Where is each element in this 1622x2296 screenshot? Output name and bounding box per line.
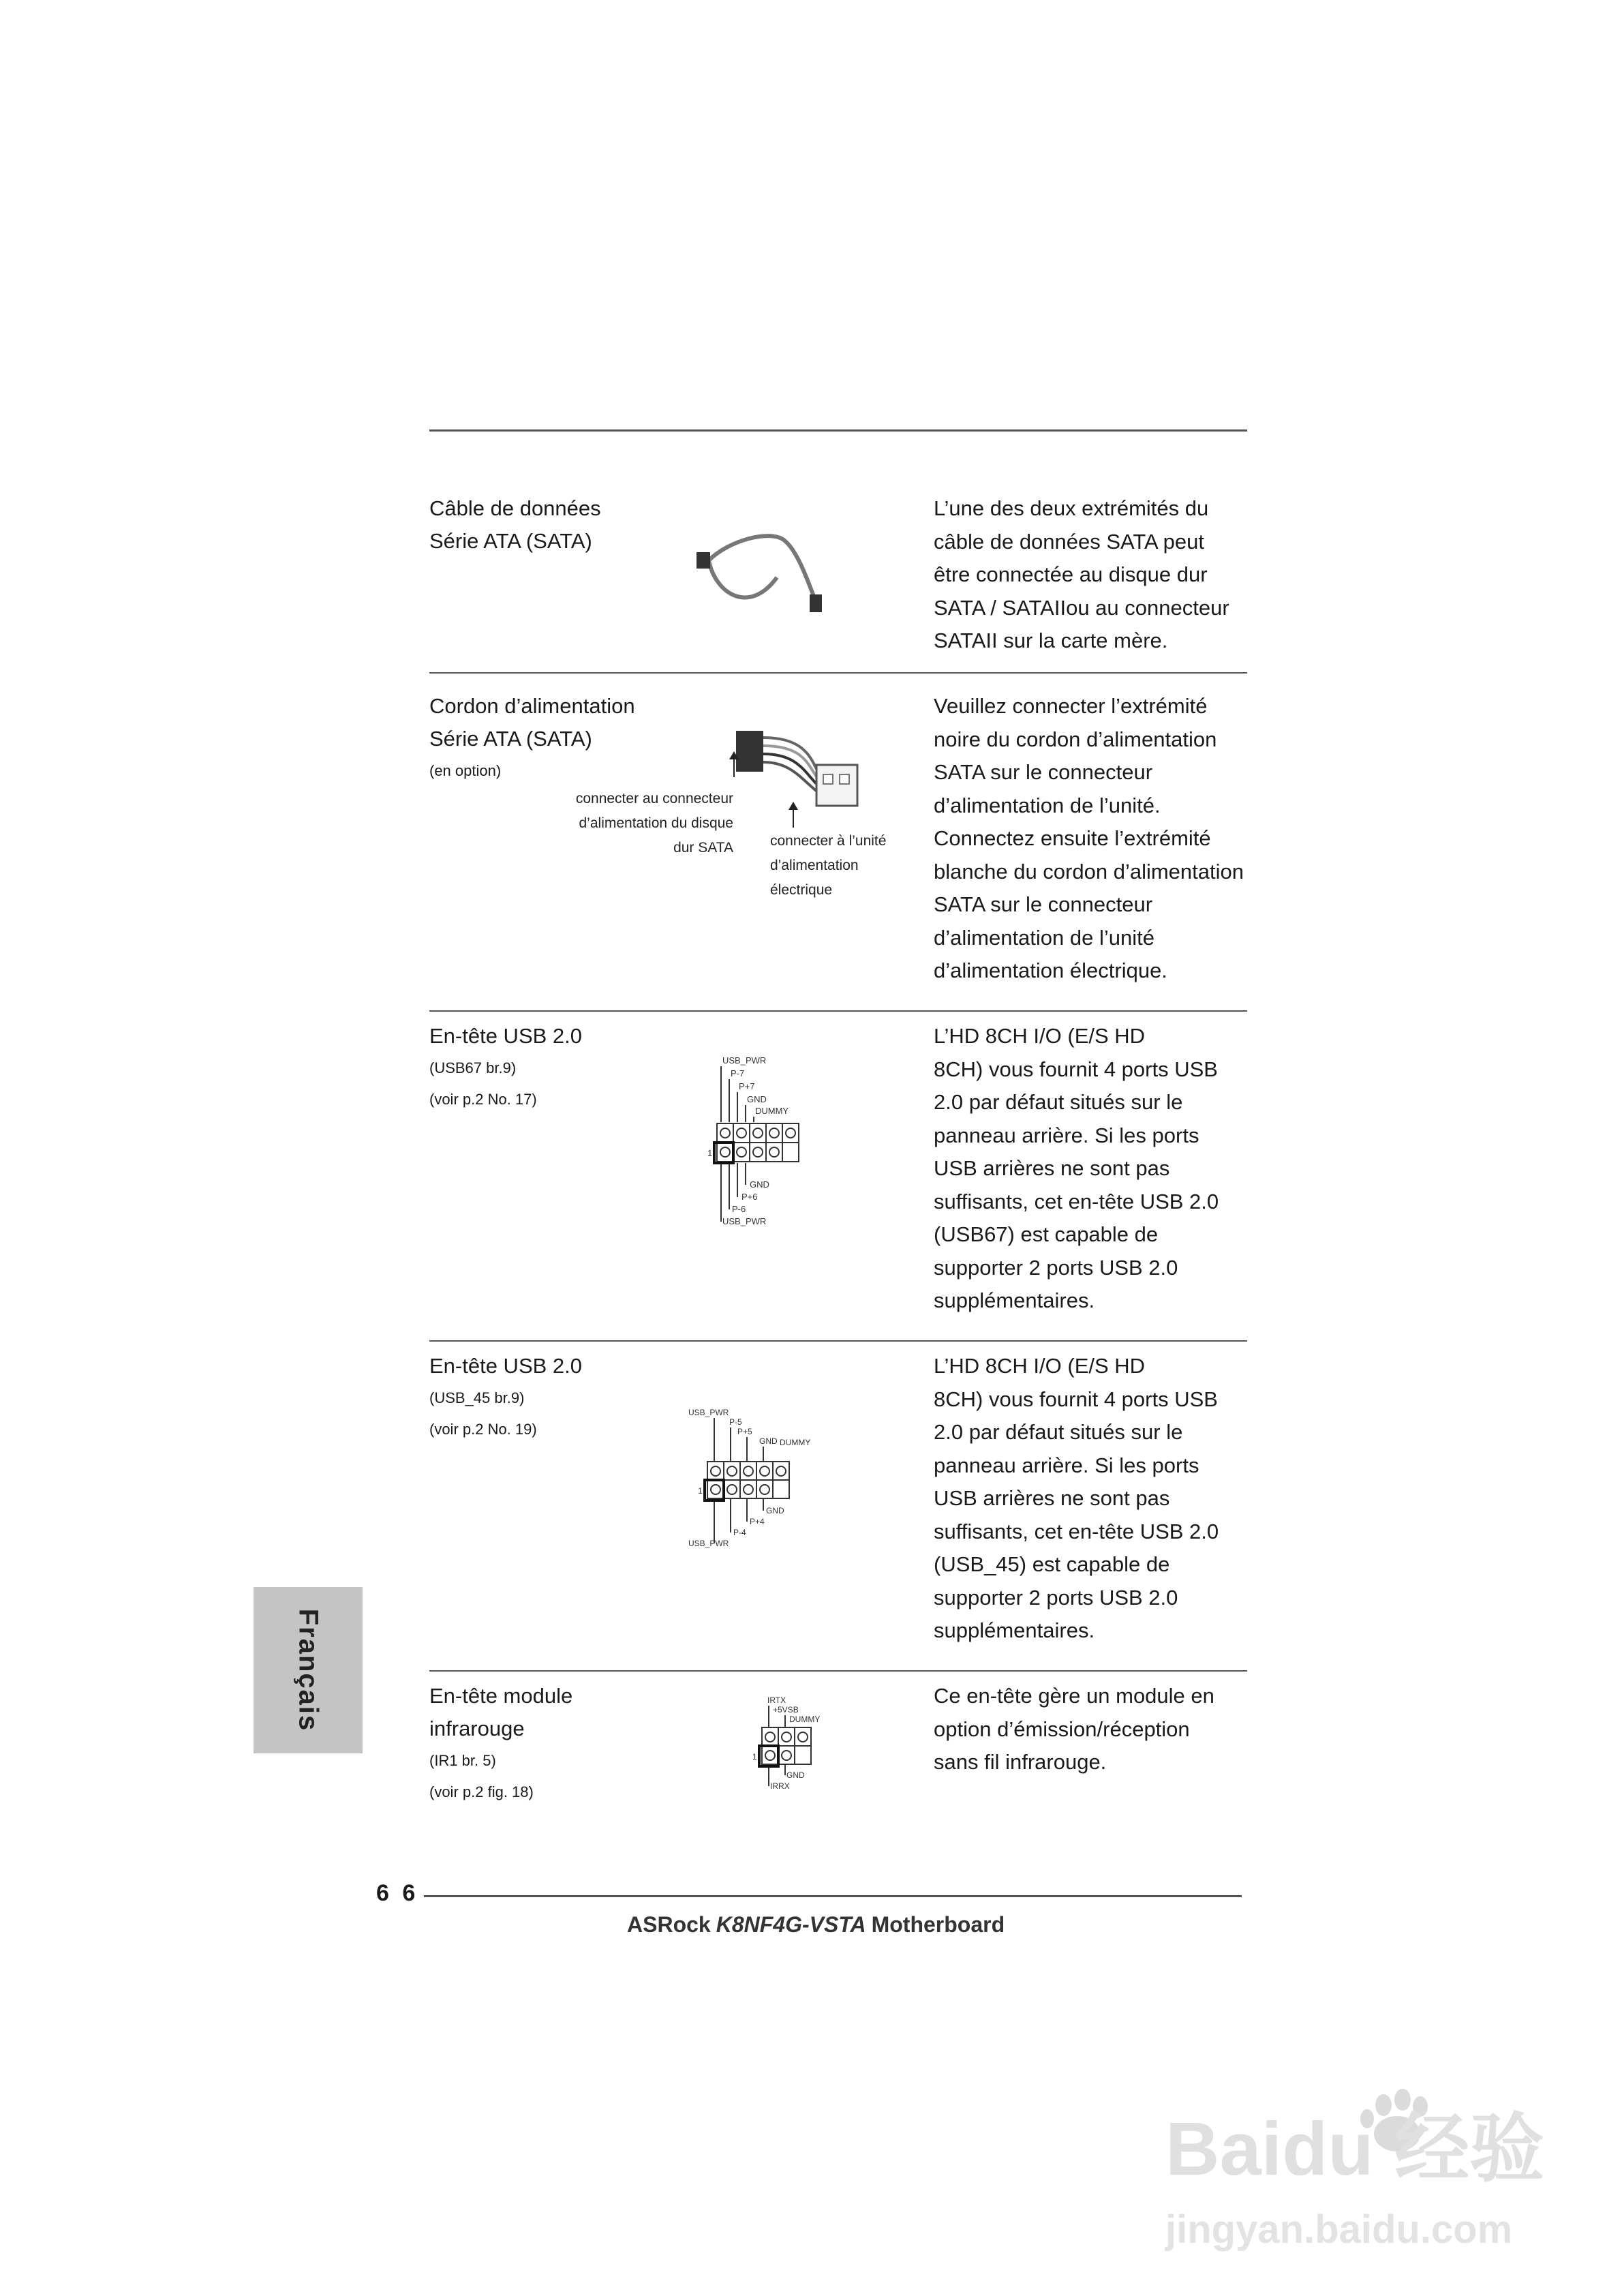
- pin-label: USB_PWR: [688, 1539, 729, 1548]
- pin-label: IRTX: [767, 1695, 786, 1705]
- pin-one-label: 1: [707, 1148, 713, 1158]
- section-divider: [429, 1010, 1247, 1012]
- section-usb45-header: [429, 1350, 1247, 1663]
- section-usb67-header: [429, 1020, 1247, 1333]
- section-description: Ce en-tête gère un module en option d’émission/réception sans fil infrarouge.: [934, 1684, 1214, 1774]
- arrow-up-icon: [786, 802, 800, 829]
- pin-label: USB_PWR: [688, 1408, 729, 1417]
- section-description: L’HD 8CH I/O (E/S HD 8CH) vous fournit 4 ports USB 2.0 par défaut situés sur le panneau arrière. Si les ports USB arrières ne sont pas suffisants, cet en-tête USB 2.0 (USB_45) est capable de supporter 2 ports USB 2.0 supplémentaires.: [934, 1354, 1219, 1642]
- pin-label: IRRX: [770, 1781, 790, 1791]
- pin-label: DUMMY: [789, 1715, 821, 1724]
- pin-label: P-5: [729, 1417, 742, 1427]
- section-divider: [429, 1340, 1247, 1342]
- sata-power-cable-image: [716, 717, 893, 819]
- section-label: En-tête USB 2.0 (USB_45 br.9) (voir p.2 No. 19): [429, 1354, 583, 1438]
- baidu-watermark: [1152, 2072, 1561, 2277]
- pin-label: +5VSB: [773, 1705, 799, 1715]
- pin-label: GND: [759, 1436, 778, 1446]
- page-number: 6 6: [376, 1880, 419, 1906]
- section-sata-data-cable: [429, 492, 1247, 663]
- section-label: Câble de données Série ATA (SATA): [429, 496, 601, 553]
- pin-label: P-6: [732, 1204, 746, 1214]
- section-description: Veuillez connecter l’extrémité noire du cordon d’alimentation SATA sur le connecteur d’alimentation de l’unité. Connectez ensuite l’extrémité blanche du cordon d’alimentation SATA sur le connecteur d’alimentation de l’unité d’alimentation électrique.: [934, 694, 1244, 982]
- top-rule: [429, 429, 1247, 432]
- language-side-tab: [254, 1587, 363, 1753]
- pin-label: GND: [766, 1506, 784, 1515]
- section-description: L’une des deux extrémités du câble de données SATA peut être connectée au disque dur SATA / SATAIIou au connecteur SATAII sur la carte mère.: [934, 496, 1229, 652]
- pin-label: P+6: [741, 1192, 758, 1202]
- section-divider: [429, 672, 1247, 674]
- arrow-up-icon: [727, 751, 741, 779]
- footer-brand: ASRock: [627, 1912, 711, 1937]
- pin-one-label: 1: [752, 1752, 757, 1762]
- footer-product: Motherboard: [871, 1912, 1005, 1937]
- pin-label: P-4: [733, 1528, 746, 1537]
- pin-label: USB_PWR: [722, 1055, 767, 1066]
- pin-label: DUMMY: [780, 1438, 811, 1447]
- usb67-header-pin-diagram: [654, 1054, 831, 1238]
- pin-one-label: 1: [698, 1486, 703, 1496]
- section-ir-header: [429, 1680, 1247, 1816]
- ir-header-pin-diagram: [743, 1693, 852, 1802]
- footer-rule: [424, 1895, 1242, 1897]
- language-label: Français: [293, 1608, 324, 1732]
- pin-label: USB_PWR: [722, 1216, 767, 1226]
- pin-label: P+5: [737, 1427, 752, 1436]
- callout-drive-connector: connecter au connecteur d’alimentation du disque dur SATA: [575, 791, 733, 856]
- pin-label: GND: [786, 1770, 805, 1780]
- pin-label: P+4: [750, 1517, 765, 1526]
- section-divider: [429, 1670, 1247, 1672]
- watermark-logo: Baidu 经验: [1165, 2107, 1545, 2191]
- section-label: En-tête module infrarouge (IR1 br. 5) (voir p.2 fig. 18): [429, 1684, 573, 1800]
- pin-label: DUMMY: [755, 1106, 789, 1116]
- usb45-header-pin-diagram: [688, 1407, 852, 1564]
- pin-label: P-7: [731, 1068, 745, 1078]
- pin-label: P+7: [739, 1081, 755, 1091]
- callout-psu-connector: connecter à l’unité d’alimentation électrique: [770, 833, 887, 898]
- section-label: En-tête USB 2.0 (USB67 br.9) (voir p.2 No. 17): [429, 1024, 583, 1108]
- pin-label: GND: [747, 1094, 767, 1104]
- pin-label: GND: [750, 1179, 769, 1190]
- footer-title: [627, 1912, 1005, 1937]
- footer-model: K8NF4G-VSTA: [716, 1912, 866, 1937]
- section-sata-power-cable: [429, 690, 1247, 1003]
- section-label: Cordon d’alimentation Série ATA (SATA) (en option): [429, 694, 635, 779]
- watermark-url: jingyan.baidu.com: [1165, 2207, 1513, 2252]
- section-description: L’HD 8CH I/O (E/S HD 8CH) vous fournit 4 ports USB 2.0 par défaut situés sur le panneau arrière. Si les ports USB arrières ne sont pas suffisants, cet en-tête USB 2.0 (USB67) est capable de supporter 2 ports USB 2.0 supplémentaires.: [934, 1024, 1219, 1312]
- sata-data-cable-image: [688, 513, 831, 615]
